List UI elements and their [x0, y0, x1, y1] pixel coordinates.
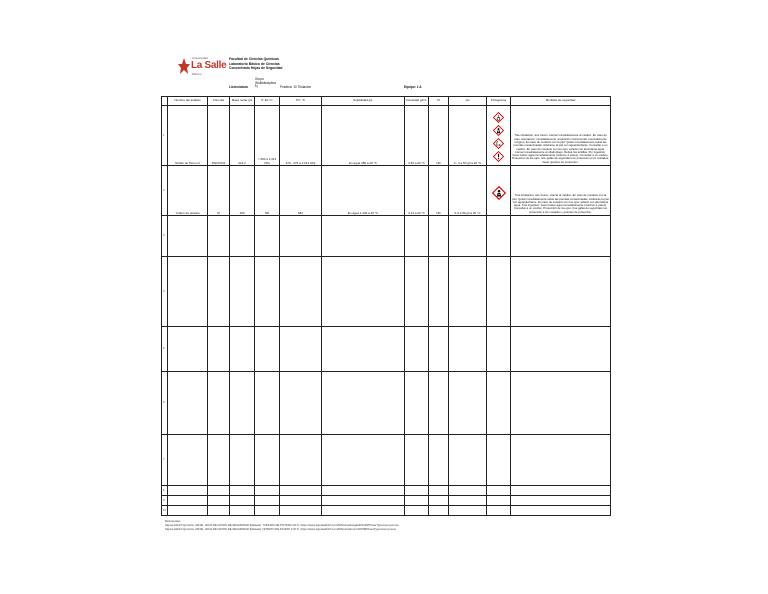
- table-row: [162, 372, 611, 435]
- references: [165, 519, 399, 531]
- reference-item: Sigma-Aldrich Química. (2016). HOJA DE DATOS DE SEGURIDAD [Dataset]. YODURO DE POTASIO (8-7). https://www.sigmaaldrich.com/MX/es/sds/sigald/221945?userType=anonymous: [165, 523, 399, 527]
- grupo-value: (Multidisciplina s): [255, 80, 276, 89]
- row-number: 10: [162, 506, 168, 516]
- table-cell: 331.2: [230, 106, 255, 166]
- logo-top-text: Universidad: [192, 56, 208, 60]
- header-cell: Densidad g/mL: [405, 97, 429, 106]
- header-cell: P.F. °C: [280, 97, 322, 106]
- grupo-block: [255, 78, 277, 89]
- table-row: [162, 257, 611, 327]
- logo-brand: La Salle: [191, 60, 227, 71]
- table-row: [162, 496, 611, 506]
- pictogram-cell: [487, 166, 511, 216]
- row-number: 5: [162, 327, 168, 372]
- header-cell: Solubilidad g/L: [322, 97, 405, 106]
- table-cell: 3 - 4 a 50 g/l a 20 °C: [449, 106, 487, 166]
- lab-name: Laboratorio Básico de Ciencias: [229, 61, 280, 66]
- table-cell: 4,53 a 20 °C: [405, 106, 429, 166]
- row-number: 1: [162, 106, 168, 166]
- ghs-exclamation-icon: [493, 151, 504, 162]
- faculty-name: Facultad de Ciencias Químicas: [229, 57, 279, 61]
- table-header-row: [162, 97, 611, 106]
- row-number: 8: [162, 486, 168, 496]
- table-row: [162, 216, 611, 257]
- header-cell: Masa molar g/s: [230, 97, 255, 106]
- table-cell: Pb(NO3)2: [208, 106, 230, 166]
- header-cell: Fórmula: [208, 97, 230, 106]
- row-number: 4: [162, 257, 168, 327]
- header-cell: Kf: [429, 97, 449, 106]
- table-cell: 3.13 a 20 °C: [405, 166, 429, 216]
- table-cell: 6-9 a 50 g/l a 20 °C: [449, 166, 487, 216]
- header-cell: P. Eb °C: [255, 97, 280, 106]
- table-row: [162, 106, 611, 166]
- table-cell: 166: [230, 166, 255, 216]
- table-cell: ND: [429, 106, 449, 166]
- table-row: [162, 327, 611, 372]
- references-title: Referencias:: [165, 519, 181, 523]
- table-cell: KI: [208, 166, 230, 216]
- ghs-oxidizer-icon: [493, 112, 504, 123]
- row-number: 3: [162, 216, 168, 257]
- sheet-title: Concentrado Hojas de Seguridad: [229, 66, 283, 71]
- table-row: [162, 506, 611, 516]
- table-cell: Nitrato de Plomo II: [168, 106, 208, 166]
- safety-table: [161, 96, 611, 516]
- equipo-label: Equipo: 1 A: [404, 85, 422, 89]
- table-cell: 681: [280, 166, 322, 216]
- row-number: 2: [162, 166, 168, 216]
- licenciatura-label: Licenciatura: [229, 85, 248, 89]
- safety-measures: Tras inhalación: aire fresco. Llamar inmediatamente al médico. En caso de paro respiratorio: inmediatamente respiración instrumental, eventualmente oxígeno. En caso de contacto con la piel: Quitar inmediatamente todas las prendas contaminadas. Aclararse la piel con agua/ducharse. Consultar a un médico. En caso de contacto con los ojos: aclarar con abundante agua. Llamar inmediatamente al oftalmólogo. Retirar las lentillas. Por ingestión: hacer beber agua inmediatamente (máximo 2 vasos). Consultar a un médico. Protección de los ojos: Use gafas de seguridad con protección a los costados; llevar guantes de protección.: [511, 106, 611, 166]
- table-cell: En agua 1.430 a 20 °C: [322, 166, 405, 216]
- header-cell: Medidas de seguridad: [511, 97, 611, 106]
- table-cell: ND: [255, 166, 280, 216]
- row-number: 6: [162, 372, 168, 435]
- reference-item: Sigma-Aldrich Química. (2016). HOJA DE DATOS DE SEGURIDAD [Dataset]. NITRATO DE PLOMO II (8-7). https://www.sigmaaldrich.com/MX/es/sds/mm/107398?userType=anonymous: [165, 527, 396, 531]
- star-logo-icon: [178, 58, 190, 74]
- table-cell: Yoduro de potasio: [168, 166, 208, 216]
- logo-bottom-text: México: [192, 72, 202, 76]
- table-cell: 470 - 476 a 1.013 hPa: [280, 106, 322, 166]
- ghs-environment-icon: [493, 138, 504, 149]
- ghs-health-hazard-icon: [493, 125, 504, 136]
- header-cell: Pictograma: [487, 97, 511, 106]
- table-cell: En agua 486 a 20 °C: [322, 106, 405, 166]
- pictogram-cell: [487, 106, 511, 166]
- header-cell: Nombre del análisis: [168, 97, 208, 106]
- safety-measures: Tras inhalación: aire fresco. Llamar al médico. En caso de contacto con la piel: Quitar inmediatamente todas las prendas contaminadas. Aclararse la piel con agua/ducharse. En caso de contacto con los ojos: aclarar con abundante agua. Tras ingestión: hacer beber agua inmediatamente (máximo 2 vasos). Consultar a un médico. Protección de los ojos: Use gafas de seguridad con protección a los costados y guantes de protección.: [511, 166, 611, 216]
- university-logo: [178, 56, 227, 78]
- table-cell: > 500 a 1.013 hPa: [255, 106, 280, 166]
- table-cell: ND: [429, 166, 449, 216]
- grupo-label: Grupo: [255, 77, 264, 81]
- practica-label: Práctica: 10 Titulación: [280, 85, 312, 89]
- ghs-health-hazard-icon: [492, 186, 506, 200]
- table-row: [162, 486, 611, 496]
- document-heading: [229, 57, 283, 71]
- row-number: 9: [162, 496, 168, 506]
- table-row: [162, 435, 611, 486]
- header-cell: pH: [449, 97, 487, 106]
- table-row: [162, 166, 611, 216]
- row-number: 7: [162, 435, 168, 486]
